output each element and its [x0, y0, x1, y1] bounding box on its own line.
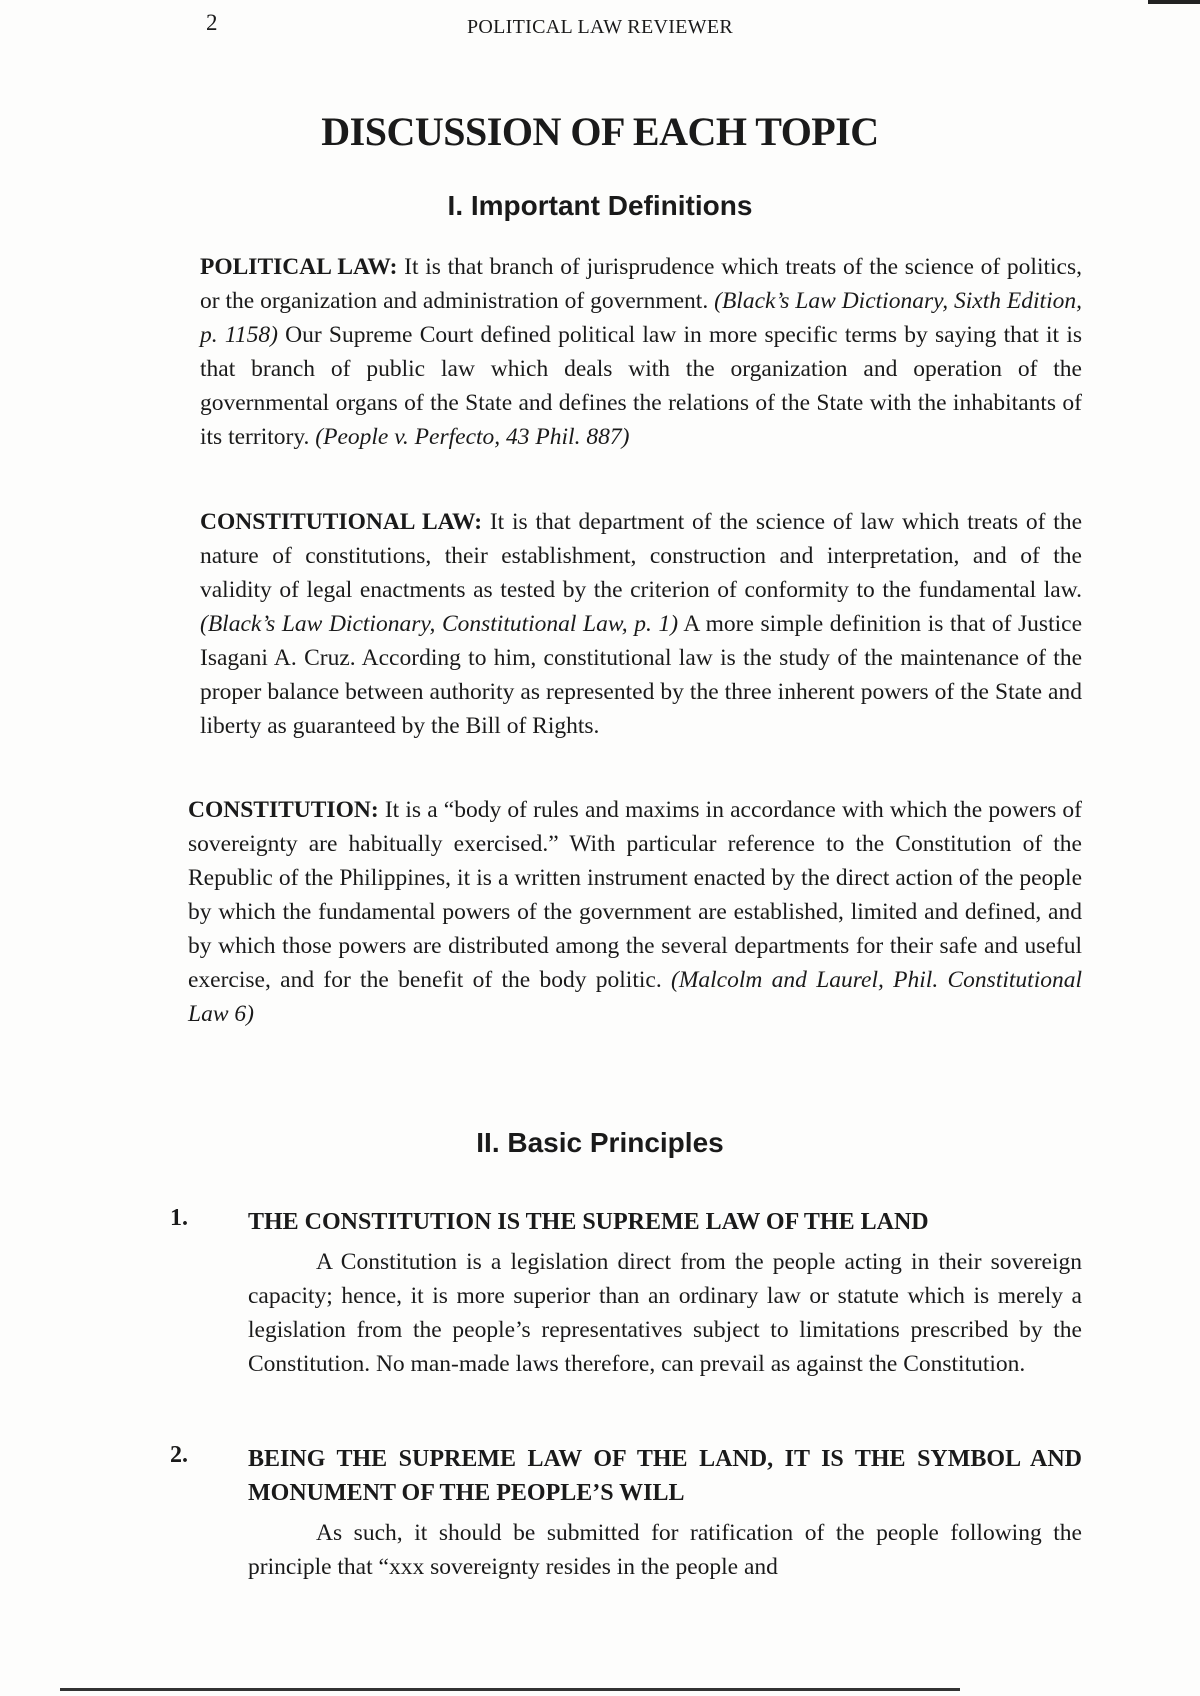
- definition-constitutional-law: [200, 505, 1082, 743]
- definition-citation: (Black’s Law Dictionary, Sixth Edition, p. 1158): [200, 288, 1082, 348]
- principle-item: [170, 1442, 1082, 1584]
- page-title: DISCUSSION OF EACH TOPIC: [321, 109, 879, 154]
- definition-citation: (Black’s Law Dictionary, Constitutional Law, p. 1): [200, 611, 679, 637]
- page-number: 2: [206, 10, 218, 35]
- page-bottom-rule: [60, 1688, 960, 1691]
- definition-political-law: [200, 250, 1082, 454]
- principle-number: 1.: [170, 1205, 188, 1231]
- running-head: POLITICAL LAW REVIEWER: [466, 16, 734, 38]
- definition-constitution: [188, 793, 1082, 1031]
- definition-citation: (Malcolm and Laurel, Phil. Constitutional Law 6): [188, 967, 1082, 1027]
- definition-term: CONSTITUTION:: [188, 797, 379, 823]
- principle-heading: BEING THE SUPREME LAW OF THE LAND, IT IS THE SYMBOL AND MONUMENT OF THE PEOPLE’S WILL: [248, 1446, 1082, 1506]
- definition-text: It is that department of the science of law which treats of the nature of constitutions, their establishment, construction and interpretation, and of the validity of legal enactments as tested by the criterion of conformity to the fundamental law.: [200, 509, 1082, 603]
- definition-text: It is a “body of rules and maxims in accordance with which the powers of sovereignty are habitually exercised.” With particular reference to the Constitution of the Republic of the Philippines, it is a written instrument enacted by the direct action of the people by which the fundamental powers of the government are established, limited and defined, and by which those powers are distributed among the several departments for their safe and useful exercise, and for the benefit of the body politic.: [188, 797, 1082, 993]
- principle-body: A Constitution is a legislation direct from the people acting in their sovereign capacity; hence, it is more superior than an ordinary law or statute which is merely a legislation from the people’s representatives subject to limitations prescribed by the Constitution. No man-made laws therefore, can prevail as against the Constitution.: [248, 1249, 1082, 1377]
- definition-text: A more simple definition is that of Justice Isagani A. Cruz. According to him, constitutional law is the study of the maintenance of the proper balance between authority as represented by the three inherent powers of the State and liberty as guaranteed by the Bill of Rights.: [200, 611, 1082, 739]
- principle-body: As such, it should be submitted for ratification of the people following the principle that “xxx sovereignty resides in the people and: [248, 1520, 1082, 1580]
- definition-text: Our Supreme Court defined political law in more specific terms by saying that it is that branch of public law which deals with the organization and operation of the governmental organs of the State and defines the relations of the State with the inhabitants of its territory.: [200, 322, 1082, 450]
- principle-heading: THE CONSTITUTION IS THE SUPREME LAW OF THE LAND: [248, 1209, 929, 1235]
- section-heading-definitions: I. Important Definitions: [447, 190, 753, 221]
- scan-edge-mark: [1148, 0, 1200, 4]
- definition-text: It is that branch of jurisprudence which treats of the science of politics, or the organization and administration of government.: [200, 254, 1082, 314]
- principle-number: 2.: [170, 1442, 188, 1468]
- definition-term: POLITICAL LAW:: [200, 254, 398, 280]
- definition-term: CONSTITUTIONAL LAW:: [200, 509, 483, 535]
- section-heading-basic-principles: II. Basic Principles: [476, 1127, 724, 1158]
- definition-citation: (People v. Perfecto, 43 Phil. 887): [315, 424, 630, 450]
- principle-item: [170, 1205, 1082, 1381]
